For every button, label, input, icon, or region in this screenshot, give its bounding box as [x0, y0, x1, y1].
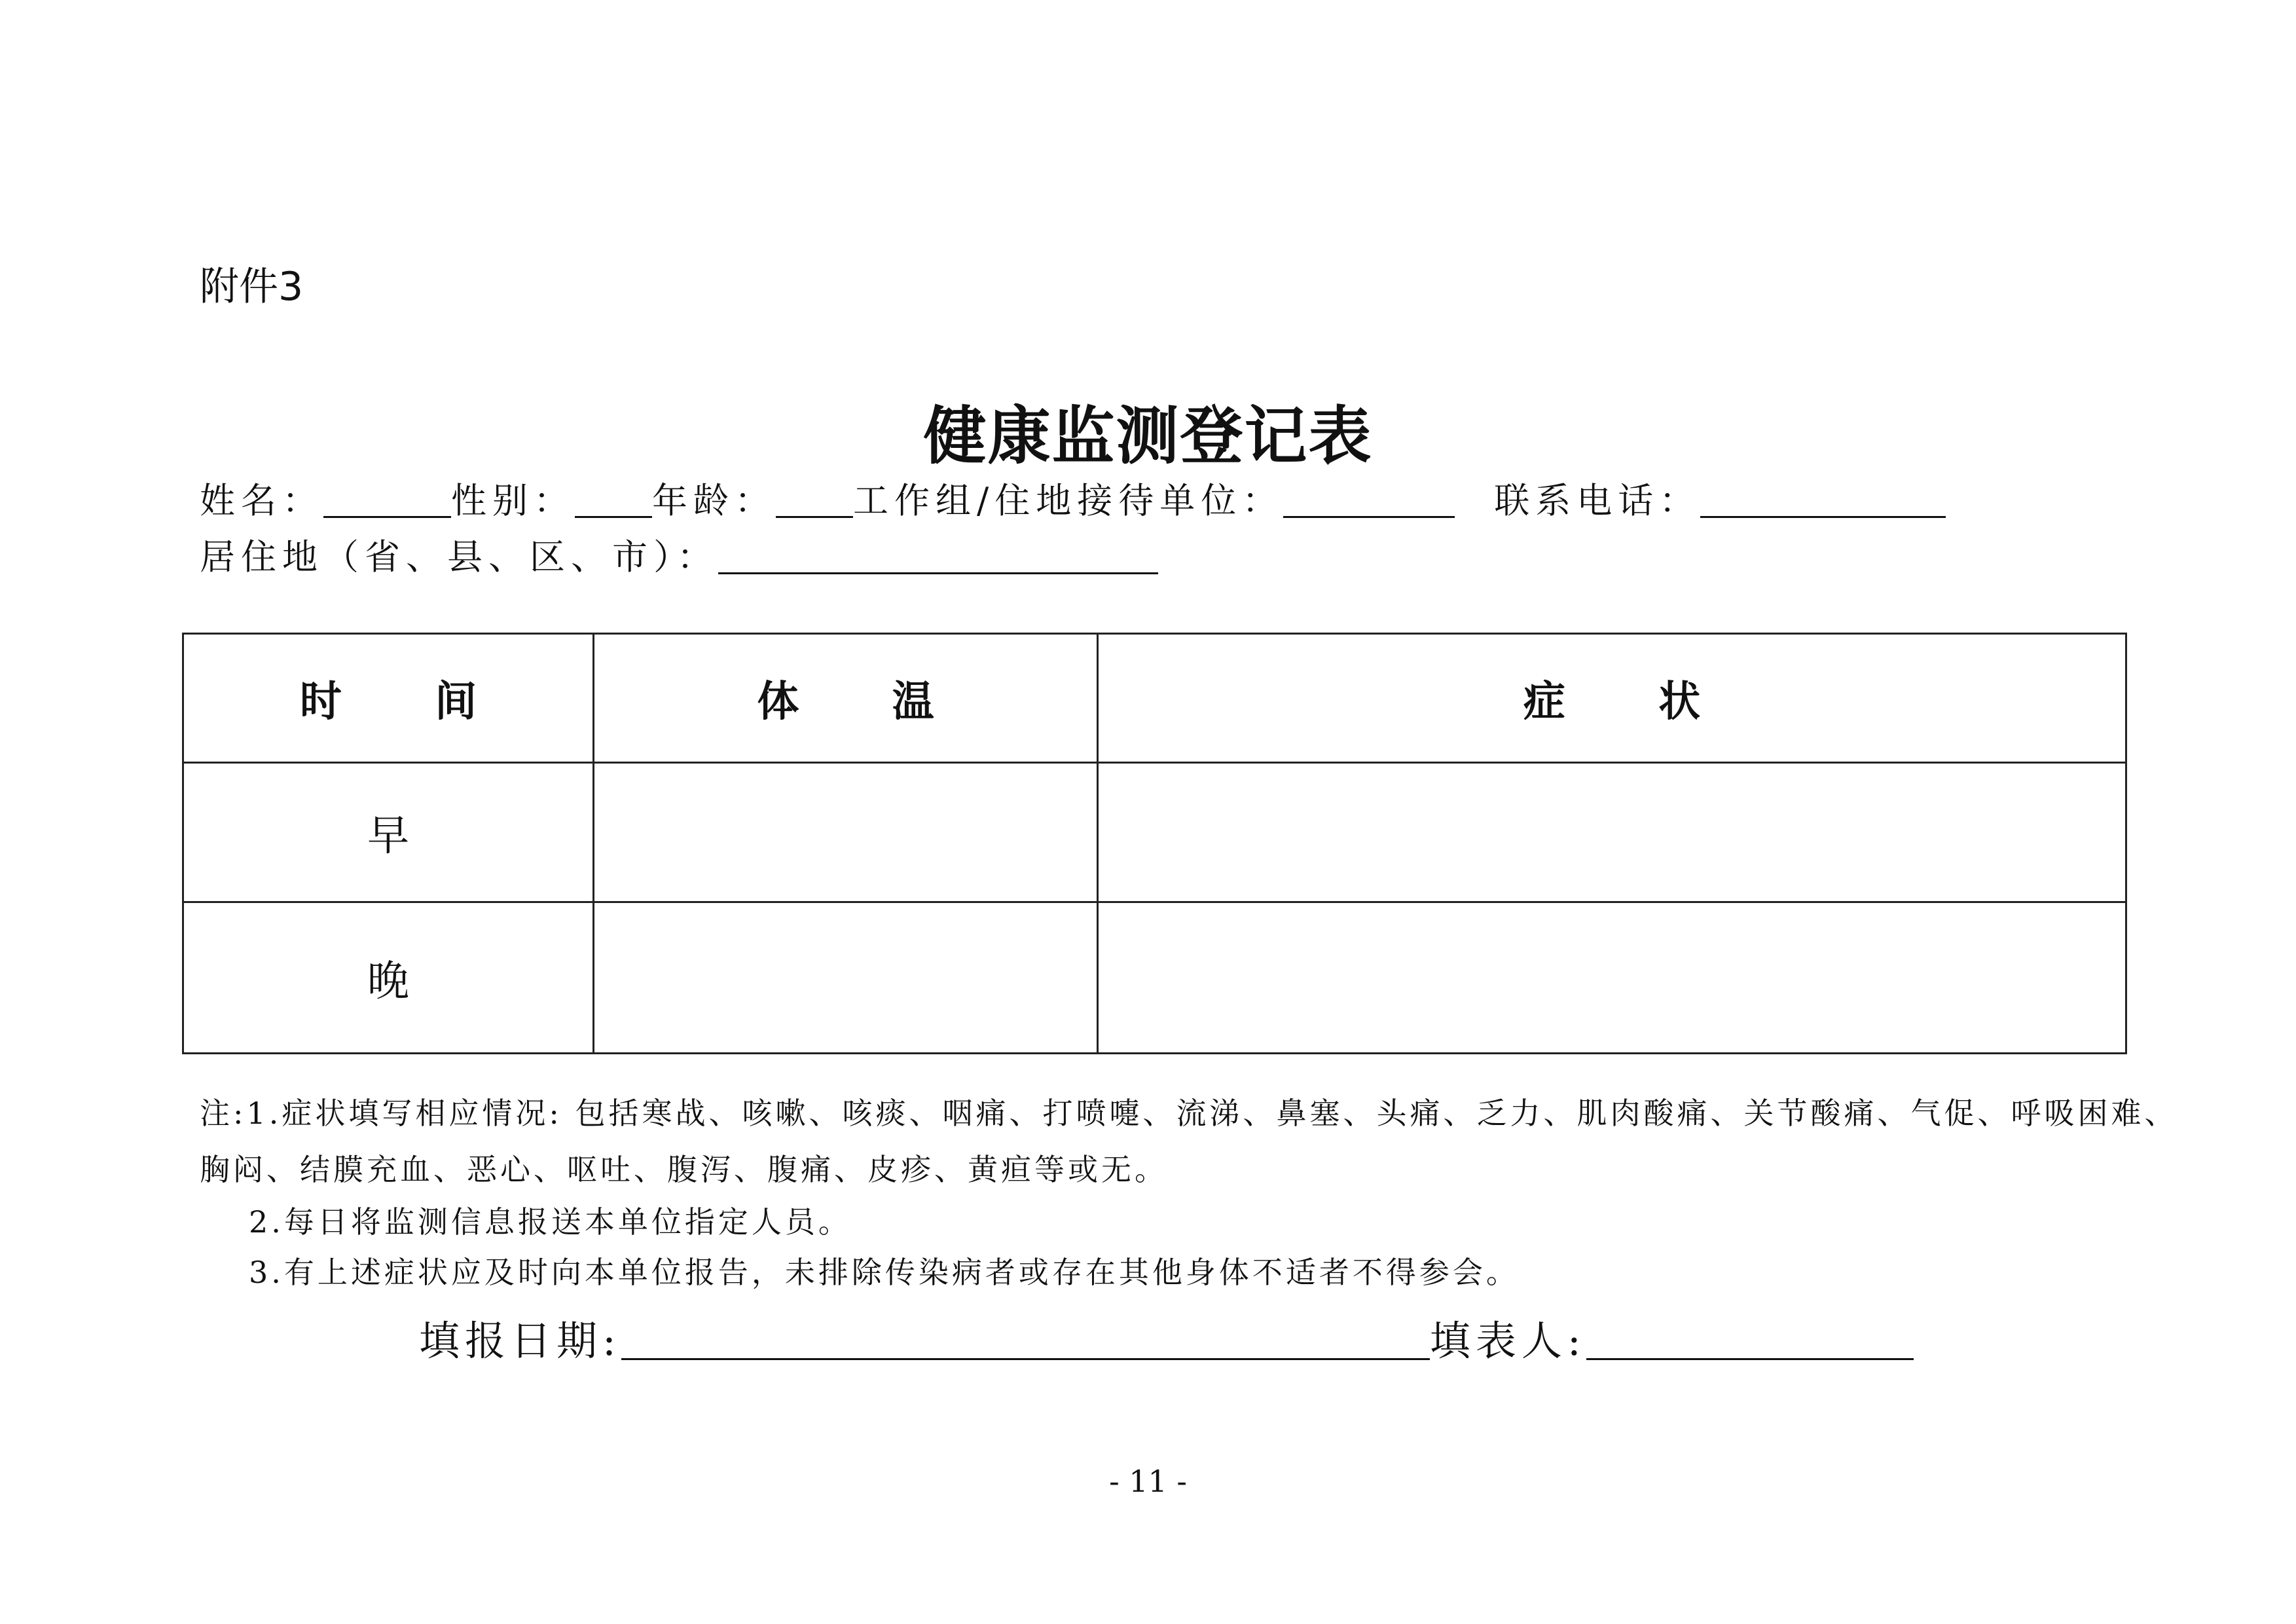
header-symptom: 症 状: [1098, 634, 2126, 763]
note-1-line-2: 胸闷、结膜充血、恶心、呕吐、腹泻、腹痛、皮疹、黄疸等或无。: [200, 1152, 1168, 1187]
note-3: 3.有上述症状应及时向本单位报告，未排除传染病者或存在其他身体不适者不得参会。: [249, 1255, 1520, 1290]
residence-label: 居住地（省、县、区、市）：: [200, 536, 718, 578]
table-row: [183, 763, 2126, 902]
page-title: 健康监测登记表: [923, 399, 1373, 473]
health-monitor-table: [182, 633, 2127, 1054]
report-date-field[interactable]: [621, 1315, 1430, 1360]
temperature-cell-morning[interactable]: [594, 763, 1098, 902]
header-time: 时 间: [183, 634, 594, 763]
filler-field[interactable]: [1586, 1315, 1914, 1360]
time-cell-evening: 晚: [183, 902, 594, 1054]
name-field[interactable]: [323, 482, 451, 518]
info-line-2: [200, 529, 1158, 580]
filler-label: 填表人:: [1429, 1317, 1586, 1365]
report-date-label: 填报日期:: [419, 1317, 621, 1365]
table-row: [183, 902, 2126, 1054]
header-temperature: 体 温: [594, 634, 1098, 763]
gender-label: 性别：: [451, 480, 575, 521]
gender-field[interactable]: [575, 482, 652, 518]
unit-label: 工作组/住地接待单位：: [853, 480, 1284, 521]
note-1-line-1: 注:1.症状填写相应情况: 包括寒战、咳嗽、咳痰、咽痛、打喷嚏、流涕、鼻塞、头痛、乏力、肌肉酸痛、关节酸痛、气促、呼吸困难、: [200, 1096, 2178, 1131]
age-field[interactable]: [776, 482, 853, 518]
info-line-1: [200, 473, 1946, 523]
table-header-row: [183, 634, 2126, 763]
attachment-label: 附件3: [200, 264, 304, 310]
sign-line: [419, 1308, 1914, 1367]
page-number: - 11 -: [1109, 1464, 1187, 1499]
symptom-cell-morning[interactable]: [1098, 763, 2126, 902]
temperature-cell-evening[interactable]: [594, 902, 1098, 1054]
phone-field[interactable]: [1700, 482, 1946, 518]
age-label: 年龄：: [652, 480, 776, 521]
symptom-cell-evening[interactable]: [1098, 902, 2126, 1054]
phone-label: 联系电话：: [1494, 480, 1701, 521]
note-2: 2.每日将监测信息报送本单位指定人员。: [249, 1204, 852, 1240]
time-cell-morning: 早: [183, 763, 594, 902]
unit-field[interactable]: [1283, 482, 1455, 518]
name-label: 姓名：: [200, 480, 323, 521]
residence-field[interactable]: [718, 538, 1158, 574]
